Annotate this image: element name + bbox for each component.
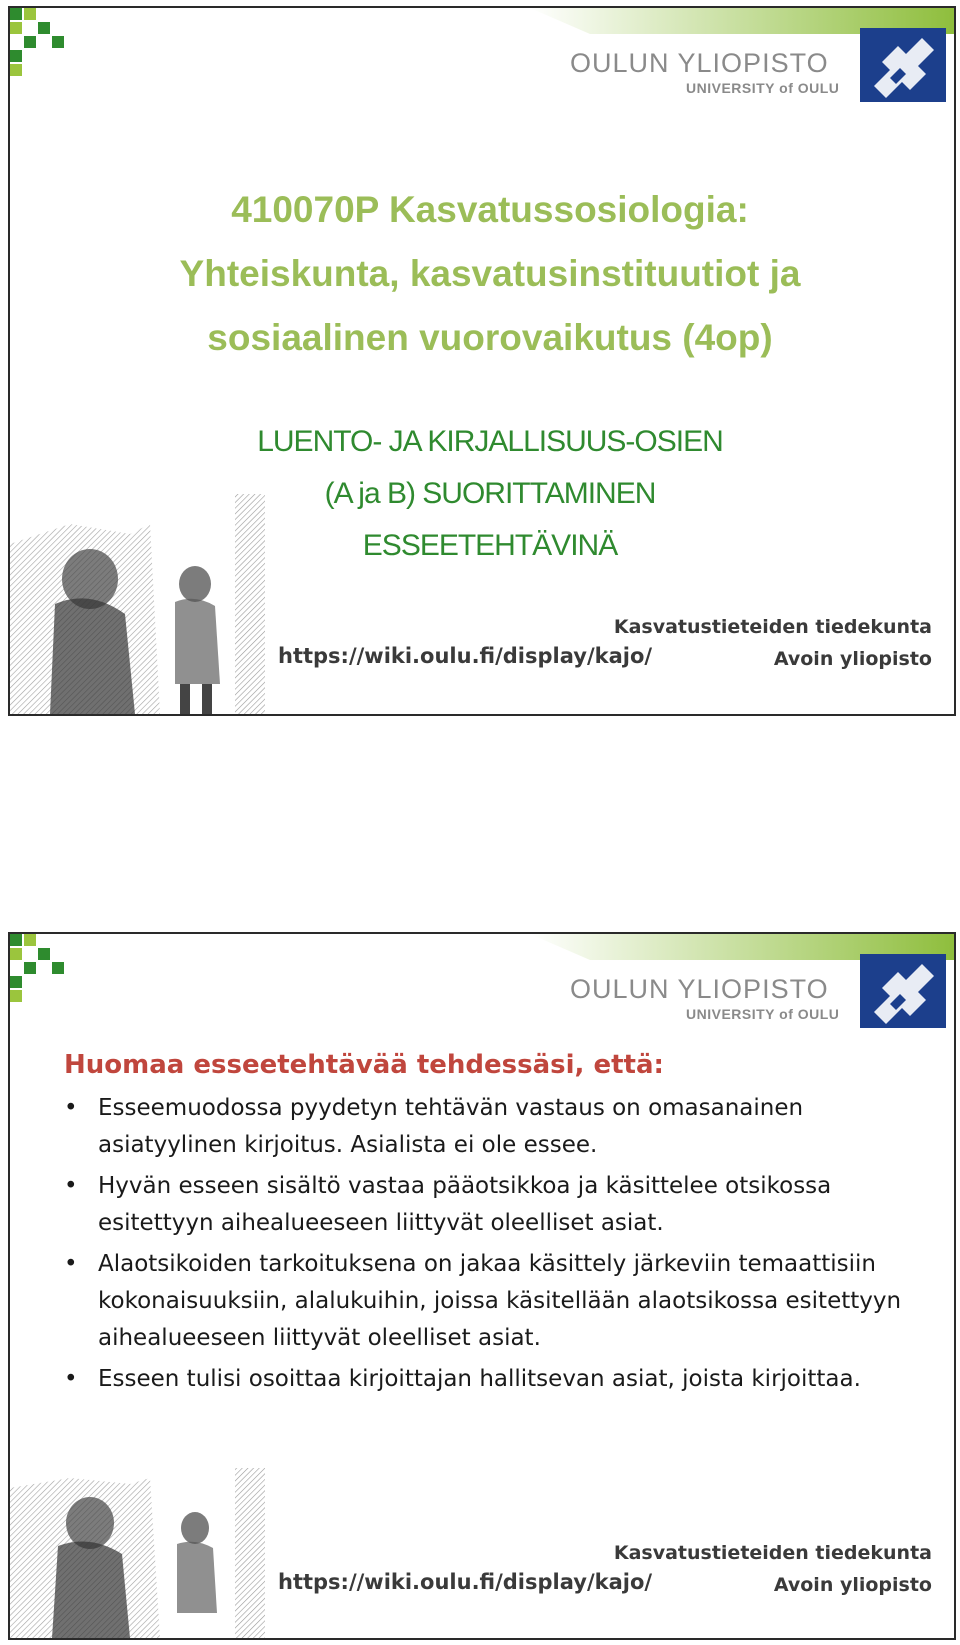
footer-url: https://wiki.oulu.fi/display/kajo/ [278, 644, 653, 668]
subtitle-line: (A ja B) SUORITTAMINEN [324, 477, 656, 510]
instructions-list [58, 1090, 938, 1402]
list-item [58, 1246, 938, 1357]
university-logo-subtext: UNIVERSITY of OULU [686, 80, 840, 96]
bullet-icon: • [64, 1173, 78, 1199]
slide-title-text [50, 178, 930, 370]
subtitle-line: LUENTO- JA KIRJALLISUUS-OSIEN [257, 425, 723, 458]
bullet-icon: • [64, 1251, 78, 1277]
slide-title [8, 6, 956, 716]
title-line: sosiaalinen vuorovaikutus (4op) [207, 317, 773, 358]
footer-unit: Avoin yliopisto [773, 1574, 932, 1596]
footer-faculty: Kasvatustieteiden tiedekunta [613, 616, 932, 638]
university-logo-text: OULUN YLIOPISTO [570, 48, 829, 78]
list-item-text: Hyvän esseen sisältö vastaa pääotsikkoa ja käsittelee otsikossa esitettyyn aihealueeseen liittyvät oleelliset asiat. [98, 1173, 832, 1236]
list-item-text: Esseen tulisi osoittaa kirjoittajan hallitsevan asiat, joista kirjoittaa. [98, 1366, 861, 1392]
university-crest-icon [860, 28, 946, 102]
university-crest-icon [860, 954, 946, 1028]
footer-faculty: Kasvatustieteiden tiedekunta [613, 1542, 932, 1564]
bullet-icon: • [64, 1095, 78, 1121]
green-pixel-decoration [10, 8, 90, 88]
green-pixel-decoration [10, 934, 90, 1014]
footer-unit: Avoin yliopisto [773, 648, 932, 670]
list-item [58, 1361, 938, 1398]
slide-instructions [8, 932, 956, 1640]
university-logo-subtext: UNIVERSITY of OULU [686, 1006, 840, 1022]
footer-url: https://wiki.oulu.fi/display/kajo/ [278, 1570, 653, 1594]
subtitle-line: ESSEETEHTÄVINÄ [362, 529, 618, 562]
instructions-heading: Huomaa esseetehtävää tehdessäsi, että: [64, 1050, 664, 1080]
list-item [58, 1168, 938, 1242]
engraving-illustration [10, 484, 270, 714]
list-item-text: Esseemuodossa pyydetyn tehtävän vastaus on omasanainen asiatyylinen kirjoitus. Asialista ei ole essee. [98, 1095, 804, 1158]
list-item [58, 1090, 938, 1164]
title-line: 410070P Kasvatussosiologia: [231, 189, 749, 230]
bullet-icon: • [64, 1366, 78, 1392]
title-line: Yhteiskunta, kasvatusinstituutiot ja [179, 253, 801, 294]
engraving-illustration [10, 1468, 270, 1638]
list-item-text: Alaotsikoiden tarkoituksena on jakaa käsittely järkeviin temaattisiin kokonaisuuksiin, alalukuihin, joissa käsitellään alaotsikossa esitettyyn aihealueeseen liittyvät oleelliset asiat. [98, 1251, 902, 1351]
university-logo-text: OULUN YLIOPISTO [570, 974, 829, 1004]
